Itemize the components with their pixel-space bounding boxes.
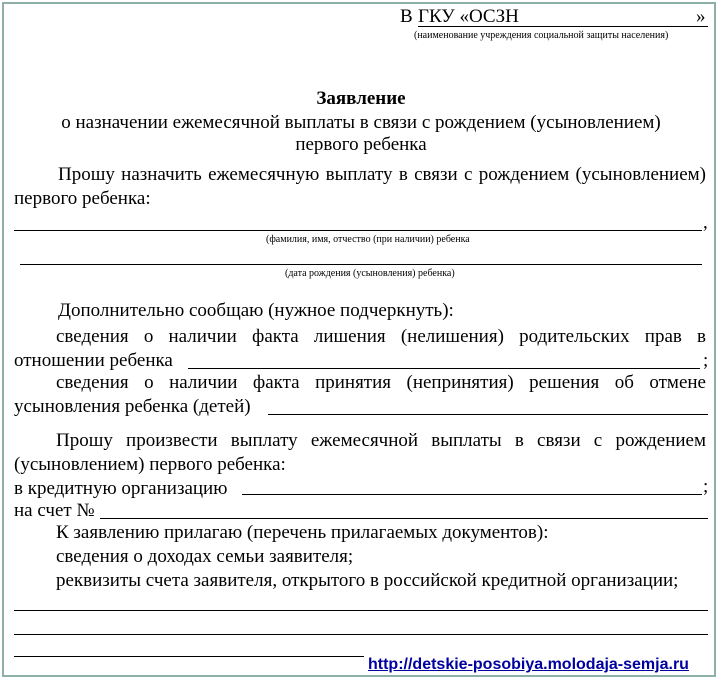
additional-intro: Дополнительно сообщаю (нужное подчеркнуть): xyxy=(58,300,454,321)
attachment-item-1: сведения о доходах семьи заявителя; xyxy=(56,546,354,567)
account-line xyxy=(100,518,708,519)
item2-line-1: сведения о наличии факта принятия (непринятия) решения об отмене xyxy=(56,372,706,393)
payment-line-1: Прошу произвести выплату ежемесячной выплаты в связи с рождением xyxy=(56,430,706,451)
item1-semicolon: ; xyxy=(703,350,709,371)
request-line-1: Прошу назначить ежемесячную выплату в связи с рождением (усыновлением) xyxy=(58,164,706,185)
title-line-2: первого ребенка xyxy=(295,134,427,155)
site-url-link[interactable]: http://detskie-posobiya.molodaja-semja.ru xyxy=(368,656,689,673)
item2-line-2: усыновления ребенка (детей) xyxy=(14,396,251,417)
attachment-line-3 xyxy=(14,656,364,657)
child-name-line xyxy=(14,230,702,231)
birth-date-line xyxy=(20,264,702,265)
child-name-caption: (фамилия, имя, отчество (при наличии) ребенка xyxy=(266,234,470,245)
item1-line-1: сведения о наличии факта лишения (нелишения) родительских прав в xyxy=(56,326,706,347)
attachment-item-2: реквизиты счета заявителя, открытого в российской кредитной организации; xyxy=(56,570,679,591)
item1-line xyxy=(188,368,700,369)
attachment-line-2 xyxy=(14,634,708,635)
payment-line-2: (усыновлением) первого ребенка: xyxy=(14,454,286,475)
org-caption: (наименование учреждения социальной защиты населения) xyxy=(414,30,669,41)
org-name: ГКУ «ОСЗН xyxy=(418,6,519,27)
item2-line xyxy=(268,414,708,415)
attachments-intro: К заявлению прилагаю (перечень прилагаемых документов): xyxy=(56,522,549,543)
document-title: Заявление xyxy=(316,88,406,109)
bank-label: в кредитную организацию xyxy=(14,478,228,499)
account-label: на счет № xyxy=(14,500,95,521)
org-name-close: » xyxy=(696,6,706,27)
child-name-comma: , xyxy=(703,212,708,233)
request-line-2: первого ребенка: xyxy=(14,188,151,209)
to-prefix: В xyxy=(400,6,413,27)
bank-semicolon: ; xyxy=(703,476,709,497)
bank-line xyxy=(242,494,702,495)
org-name-line xyxy=(418,26,708,27)
item1-line-2: отношении ребенка xyxy=(14,350,173,371)
birth-date-caption: (дата рождения (усыновления) ребенка) xyxy=(285,268,455,279)
title-line-1: о назначении ежемесячной выплаты в связи с рождением (усыновлением) xyxy=(61,112,661,133)
attachment-line-1 xyxy=(14,610,708,611)
